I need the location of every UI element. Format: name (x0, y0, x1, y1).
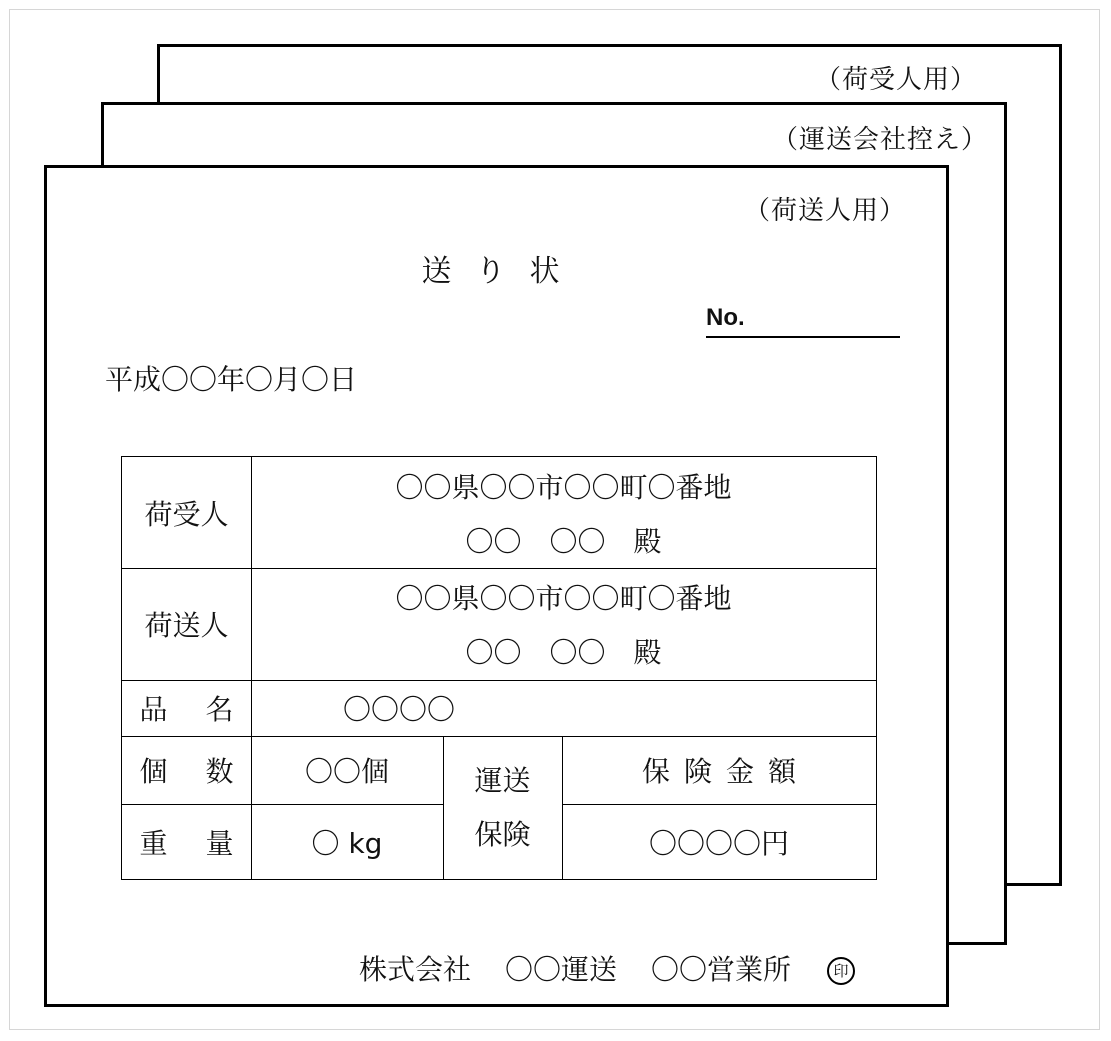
insurance-amount-value: 〇〇〇〇円 (648, 826, 789, 860)
shipper-label: 荷送人 (144, 609, 229, 642)
sheet-shipper-copy (44, 165, 949, 1007)
insurance-amount-header: 保険金額 (641, 755, 810, 788)
document-date: 平成〇〇年〇月〇日 (105, 363, 358, 396)
consignee-name: 〇〇 〇〇 殿 (465, 524, 662, 558)
copy-label: （荷送人用） (743, 196, 906, 226)
insurance-label: 運送 保険 (474, 763, 531, 851)
issuer-footer (359, 948, 855, 988)
shipper-address: 〇〇県〇〇市〇〇町〇番地 (395, 582, 732, 615)
copy-label: （運送会社控え） (771, 125, 988, 155)
consignee-address: 〇〇県〇〇市〇〇町〇番地 (395, 470, 732, 504)
office-name: 〇〇営業所 印 (651, 953, 855, 986)
document-number-field: No. (706, 304, 900, 338)
consignee-label: 荷受人 (144, 497, 229, 531)
document-title: 送り状 (421, 254, 584, 289)
shipper-block (251, 570, 876, 682)
shipper-name: 〇〇 〇〇 殿 (465, 636, 662, 669)
consignee-block (251, 459, 876, 570)
item-label: 品名 (139, 693, 272, 726)
waybill-table (121, 456, 877, 880)
seal-icon: 印 (827, 957, 855, 985)
weight-label: 重量 (139, 826, 272, 860)
quantity-value: 〇〇個 (304, 755, 389, 788)
weight-value: 〇 kg (311, 826, 383, 860)
company-type: 株式会社 (359, 953, 472, 986)
copy-label: （荷受人用） (814, 65, 977, 95)
carrier-name: 〇〇運送 (505, 953, 618, 986)
item-value: 〇〇〇〇 (342, 693, 455, 726)
quantity-label: 個数 (139, 755, 272, 788)
